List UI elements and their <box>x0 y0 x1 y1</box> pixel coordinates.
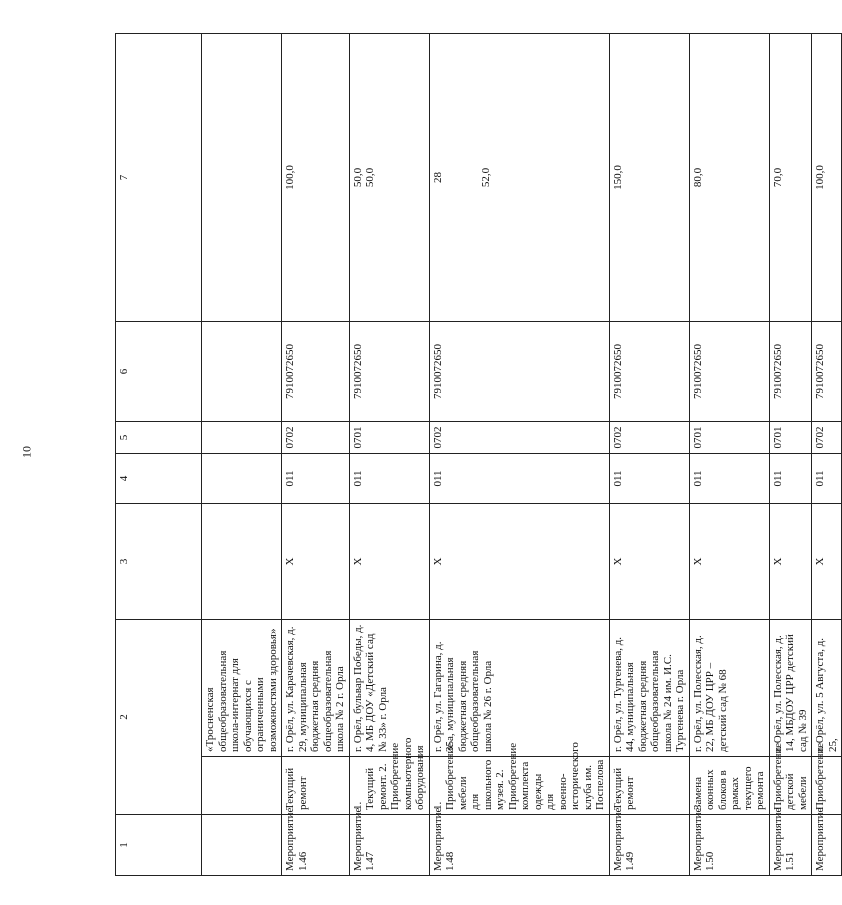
col5-code: 0702 <box>609 422 689 454</box>
continuation-blank <box>202 757 282 815</box>
event-description: Текущий ремонт <box>282 757 350 815</box>
amount-value: 50,0 <box>364 167 376 188</box>
table-row <box>282 34 350 876</box>
amount-cell <box>769 34 812 322</box>
event-description: Текущий ремонт <box>609 757 689 815</box>
col4-code: 011 <box>812 454 842 504</box>
continuation-blank <box>202 322 282 422</box>
col6-code: 7910072650 <box>812 322 842 422</box>
table-row <box>609 34 689 876</box>
event-number: Мероприятие <box>812 815 842 876</box>
amount-cell <box>429 34 609 322</box>
col5-code: 0702 <box>429 422 609 454</box>
col3-mark: Х <box>349 504 429 620</box>
col-number-4: 4 <box>116 454 202 504</box>
amount-value: 52,0 <box>480 167 492 188</box>
amount-cell <box>282 34 350 322</box>
amount-value: 50,0 <box>351 167 364 188</box>
event-description: 1. Приобретение мебели для школьного музея. 2. Приобретение комплекта одежды для военно-исторического клуба им. Поспелова <box>429 757 609 815</box>
event-description: Приобретение детской мебели <box>769 757 812 815</box>
page-number: 10 <box>19 446 34 458</box>
col-number-1: 1 <box>116 815 202 876</box>
amount-value: 100,0 <box>814 165 826 190</box>
event-number: Мероприятие 1.46 <box>282 815 350 876</box>
col-number-3: 3 <box>116 504 202 620</box>
event-location: г. Орёл, ул. Полесская, д. 22, МБ ДОУ ЦРР – детский сад № 68 <box>689 620 769 757</box>
col-number-7: 7 <box>116 34 202 322</box>
amount-cell <box>689 34 769 322</box>
continuation-text: «Тросненская общеобразовательная школа-интернат для обучающихся с ограниченными возможностями здоровья» <box>202 620 282 757</box>
col5-code: 0701 <box>689 422 769 454</box>
event-location: г. Орёл, ул. Полесская, д. 14, МБДОУ ЦРР детский сад № 39 <box>769 620 812 757</box>
col5-code: 0701 <box>349 422 429 454</box>
col6-code: 7910072650 <box>282 322 350 422</box>
continuation-blank <box>202 454 282 504</box>
col4-code: 011 <box>282 454 350 504</box>
continuation-row <box>202 34 282 876</box>
col6-code: 7910072650 <box>689 322 769 422</box>
col6-code: 7910072650 <box>609 322 689 422</box>
continuation-blank <box>202 815 282 876</box>
event-location: г. Орёл, ул. Гагарина, д. 35а, муниципальная бюджетная средняя общеобразовательная школа № 26 г. Орла <box>429 620 609 757</box>
col3-mark: Х <box>609 504 689 620</box>
table-row <box>769 34 812 876</box>
col3-mark: Х <box>689 504 769 620</box>
event-location: г. Орёл, ул. Тургенева, д. 44, муниципальная бюджетная средняя общеобразовательная школа № 24 им. И.С. Тургенева г. Орла <box>609 620 689 757</box>
event-location: г. Орёл, ул. 5 Августа, д. 25, <box>812 620 842 757</box>
amount-cell <box>609 34 689 322</box>
col6-code: 7910072650 <box>429 322 609 422</box>
measures-table <box>115 33 842 876</box>
event-number: Мероприятие 1.48 <box>429 815 609 876</box>
event-number: Мероприятие 1.49 <box>609 815 689 876</box>
continuation-blank <box>202 504 282 620</box>
amount-value: 80,0 <box>691 167 704 188</box>
col-number-6: 6 <box>116 322 202 422</box>
event-location: г. Орёл, ул. Карачевская, д. 29, муниципальная бюджетная средняя общеобразовательная школа № 2 г. Орла <box>282 620 350 757</box>
event-description: Приобретение <box>812 757 842 815</box>
col3-mark: Х <box>429 504 609 620</box>
amount-cell <box>812 34 842 322</box>
col6-code: 7910072650 <box>769 322 812 422</box>
col-number-2: 2 <box>116 620 202 815</box>
col4-code: 011 <box>769 454 812 504</box>
col4-code: 011 <box>689 454 769 504</box>
table-row <box>349 34 429 876</box>
col5-code: 0702 <box>282 422 350 454</box>
table-row <box>689 34 769 876</box>
amount-value: 150,0 <box>611 165 624 190</box>
event-number: Мероприятие 1.47 <box>349 815 429 876</box>
col4-code: 011 <box>609 454 689 504</box>
col5-code: 0701 <box>769 422 812 454</box>
col4-code: 011 <box>429 454 609 504</box>
col3-mark: Х <box>812 504 842 620</box>
header-row <box>116 34 202 876</box>
col5-code: 0702 <box>812 422 842 454</box>
table-body <box>116 34 842 876</box>
event-location: г. Орёл, бульвар Победы, д. 4, МБ ДОУ «Детский сад № 33» г. Орла <box>349 620 429 757</box>
event-description: 1. Текущий ремонт. 2. Приобретение компьютерного оборудования <box>349 757 429 815</box>
col3-mark: Х <box>282 504 350 620</box>
amount-cell <box>349 34 429 322</box>
event-number: Мероприятие 1.50 <box>689 815 769 876</box>
col6-code: 7910072650 <box>349 322 429 422</box>
event-description: Замена оконных блоков в рамках текущего ремонта <box>689 757 769 815</box>
amount-value: 70,0 <box>771 167 784 188</box>
amount-value: 28 <box>431 172 444 183</box>
rotated-table-wrapper <box>115 34 839 876</box>
col-number-5: 5 <box>116 422 202 454</box>
continuation-blank <box>202 34 282 322</box>
table-row <box>429 34 609 876</box>
continuation-blank <box>202 422 282 454</box>
table-row <box>812 34 842 876</box>
amount-value: 100,0 <box>284 165 296 190</box>
col4-code: 011 <box>349 454 429 504</box>
col3-mark: Х <box>769 504 812 620</box>
event-number: Мероприятие 1.51 <box>769 815 812 876</box>
